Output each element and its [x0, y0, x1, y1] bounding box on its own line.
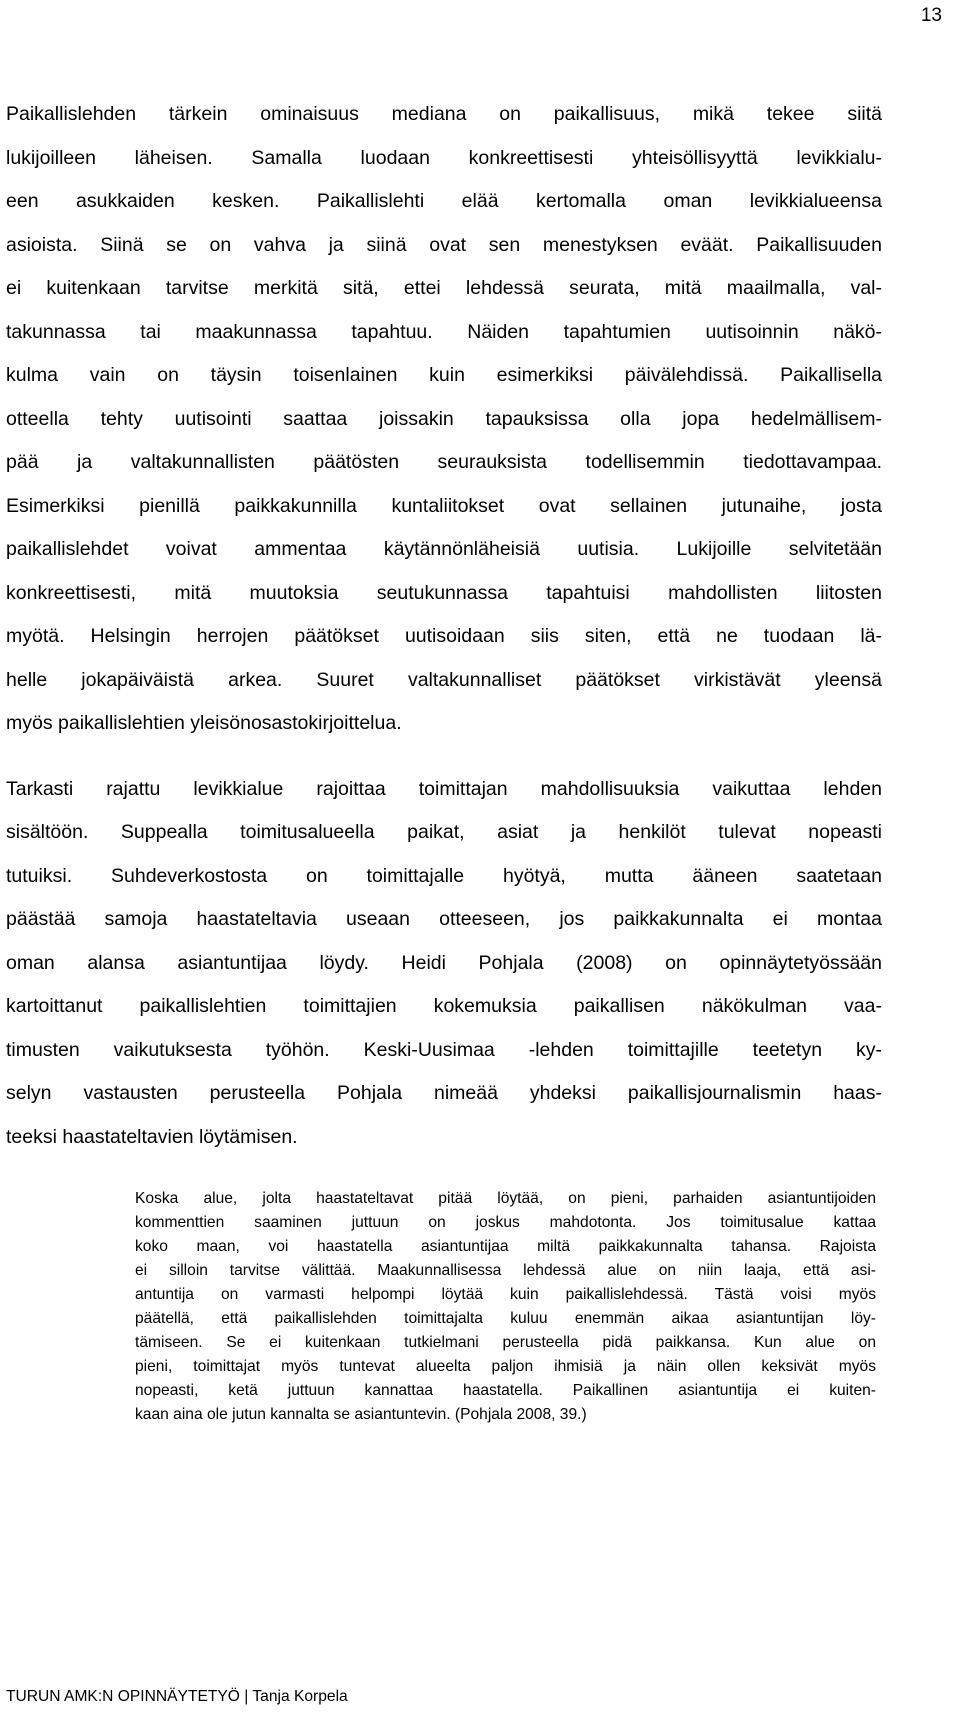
- page-footer: TURUN AMK:N OPINNÄYTETYÖ | Tanja Korpela: [6, 1688, 348, 1705]
- quote-line: päätellä, että paikallislehden toimittajalta kuluu enemmän aikaa asiantuntijan löy-: [135, 1310, 876, 1327]
- quote-line: antuntija on varmasti helpompi löytää kuin paikallislehdessä. Tästä voisi myös: [135, 1286, 876, 1303]
- paragraph-line: asioista. Siinä se on vahva ja siinä ovat sen menestyksen eväät. Paikallisuuden: [6, 234, 882, 256]
- paragraph-line: een asukkaiden kesken. Paikallislehti elää kertomalla oman levikkialueensa: [6, 190, 882, 212]
- paragraph-line: teeksi haastateltavien löytämisen.: [6, 1126, 298, 1148]
- paragraph-line: ei kuitenkaan tarvitse merkitä sitä, ettei lehdessä seurata, mitä maailmalla, val-: [6, 277, 882, 299]
- paragraph-line: kulma vain on täysin toisenlainen kuin esimerkiksi päivälehdissä. Paikallisella: [6, 364, 882, 386]
- paragraph-line: myötä. Helsingin herrojen päätökset uutisoidaan siis siten, että ne tuodaan lä-: [6, 625, 882, 647]
- quote-line: koko maan, voi haastatella asiantuntijaa miltä paikkakunnalta tahansa. Rajoista: [135, 1238, 876, 1255]
- paragraph-line: lukijoilleen läheisen. Samalla luodaan konkreettisesti yhteisöllisyyttä levikkialu-: [6, 147, 882, 169]
- paragraph-line: kartoittanut paikallislehtien toimittajien kokemuksia paikallisen näkökulman vaa-: [6, 995, 882, 1017]
- quote-line: nopeasti, ketä juttuun kannattaa haastatella. Paikallinen asiantuntija ei kuiten-: [135, 1382, 876, 1399]
- page-number: 13: [920, 5, 942, 26]
- paragraph-line: takunnassa tai maakunnassa tapahtuu. Näiden tapahtumien uutisoinnin näkö-: [6, 321, 882, 343]
- paragraph-line: Esimerkiksi pienillä paikkakunnilla kuntaliitokset ovat sellainen jutunaihe, josta: [6, 495, 882, 517]
- paragraph-line: sisältöön. Suppealla toimitusalueella paikat, asiat ja henkilöt tulevat nopeasti: [6, 821, 882, 843]
- paragraph-line: oman alansa asiantuntijaa löydy. Heidi Pohjala (2008) on opinnäytetyössään: [6, 952, 882, 974]
- quote-line: pieni, toimittajat myös tuntevat alueelta paljon ihmisiä ja näin ollen keksivät myös: [135, 1358, 876, 1375]
- paragraph-line: selyn vastausten perusteella Pohjala nimeää yhdeksi paikallisjournalismin haas-: [6, 1082, 882, 1104]
- paragraph-line: helle jokapäiväistä arkea. Suuret valtakunnalliset päätökset virkistävät yleensä: [6, 669, 882, 691]
- paragraph-line: otteella tehty uutisointi saattaa joissakin tapauksissa olla jopa hedelmällisem-: [6, 408, 882, 430]
- quote-line: kommenttien saaminen juttuun on joskus mahdotonta. Jos toimitusalue kattaa: [135, 1214, 876, 1231]
- paragraph-line: pää ja valtakunnallisten päätösten seurauksista todellisemmin tiedottavampaa.: [6, 451, 882, 473]
- quote-line: ei silloin tarvitse välittää. Maakunnallisessa lehdessä alue on niin laaja, että asi-: [135, 1262, 876, 1279]
- paragraph-line: konkreettisesti, mitä muutoksia seutukunnassa tapahtuisi mahdollisten liitosten: [6, 582, 882, 604]
- quote-line: tämiseen. Se ei kuitenkaan tutkielmani perusteella pidä paikkansa. Kun alue on: [135, 1334, 876, 1351]
- paragraph-line: tutuiksi. Suhdeverkostosta on toimittajalle hyötyä, mutta ääneen saatetaan: [6, 865, 882, 887]
- paragraph-line: päästää samoja haastateltavia useaan otteeseen, jos paikkakunnalta ei montaa: [6, 908, 882, 930]
- paragraph-line: Paikallislehden tärkein ominaisuus mediana on paikallisuus, mikä tekee siitä: [6, 103, 882, 125]
- paragraph-line: myös paikallislehtien yleisönosastokirjoittelua.: [6, 712, 402, 734]
- paragraph-line: Tarkasti rajattu levikkialue rajoittaa toimittajan mahdollisuuksia vaikuttaa lehden: [6, 778, 882, 800]
- quote-line: kaan aina ole jutun kannalta se asiantuntevin. (Pohjala 2008, 39.): [135, 1406, 587, 1423]
- paragraph-line: paikallislehdet voivat ammentaa käytännönläheisiä uutisia. Lukijoille selvitetään: [6, 538, 882, 560]
- quote-line: Koska alue, jolta haastateltavat pitää löytää, on pieni, parhaiden asiantuntijoiden: [135, 1190, 876, 1207]
- paragraph-line: timusten vaikutuksesta työhön. Keski-Uusimaa -lehden toimittajille teetetyn ky-: [6, 1039, 882, 1061]
